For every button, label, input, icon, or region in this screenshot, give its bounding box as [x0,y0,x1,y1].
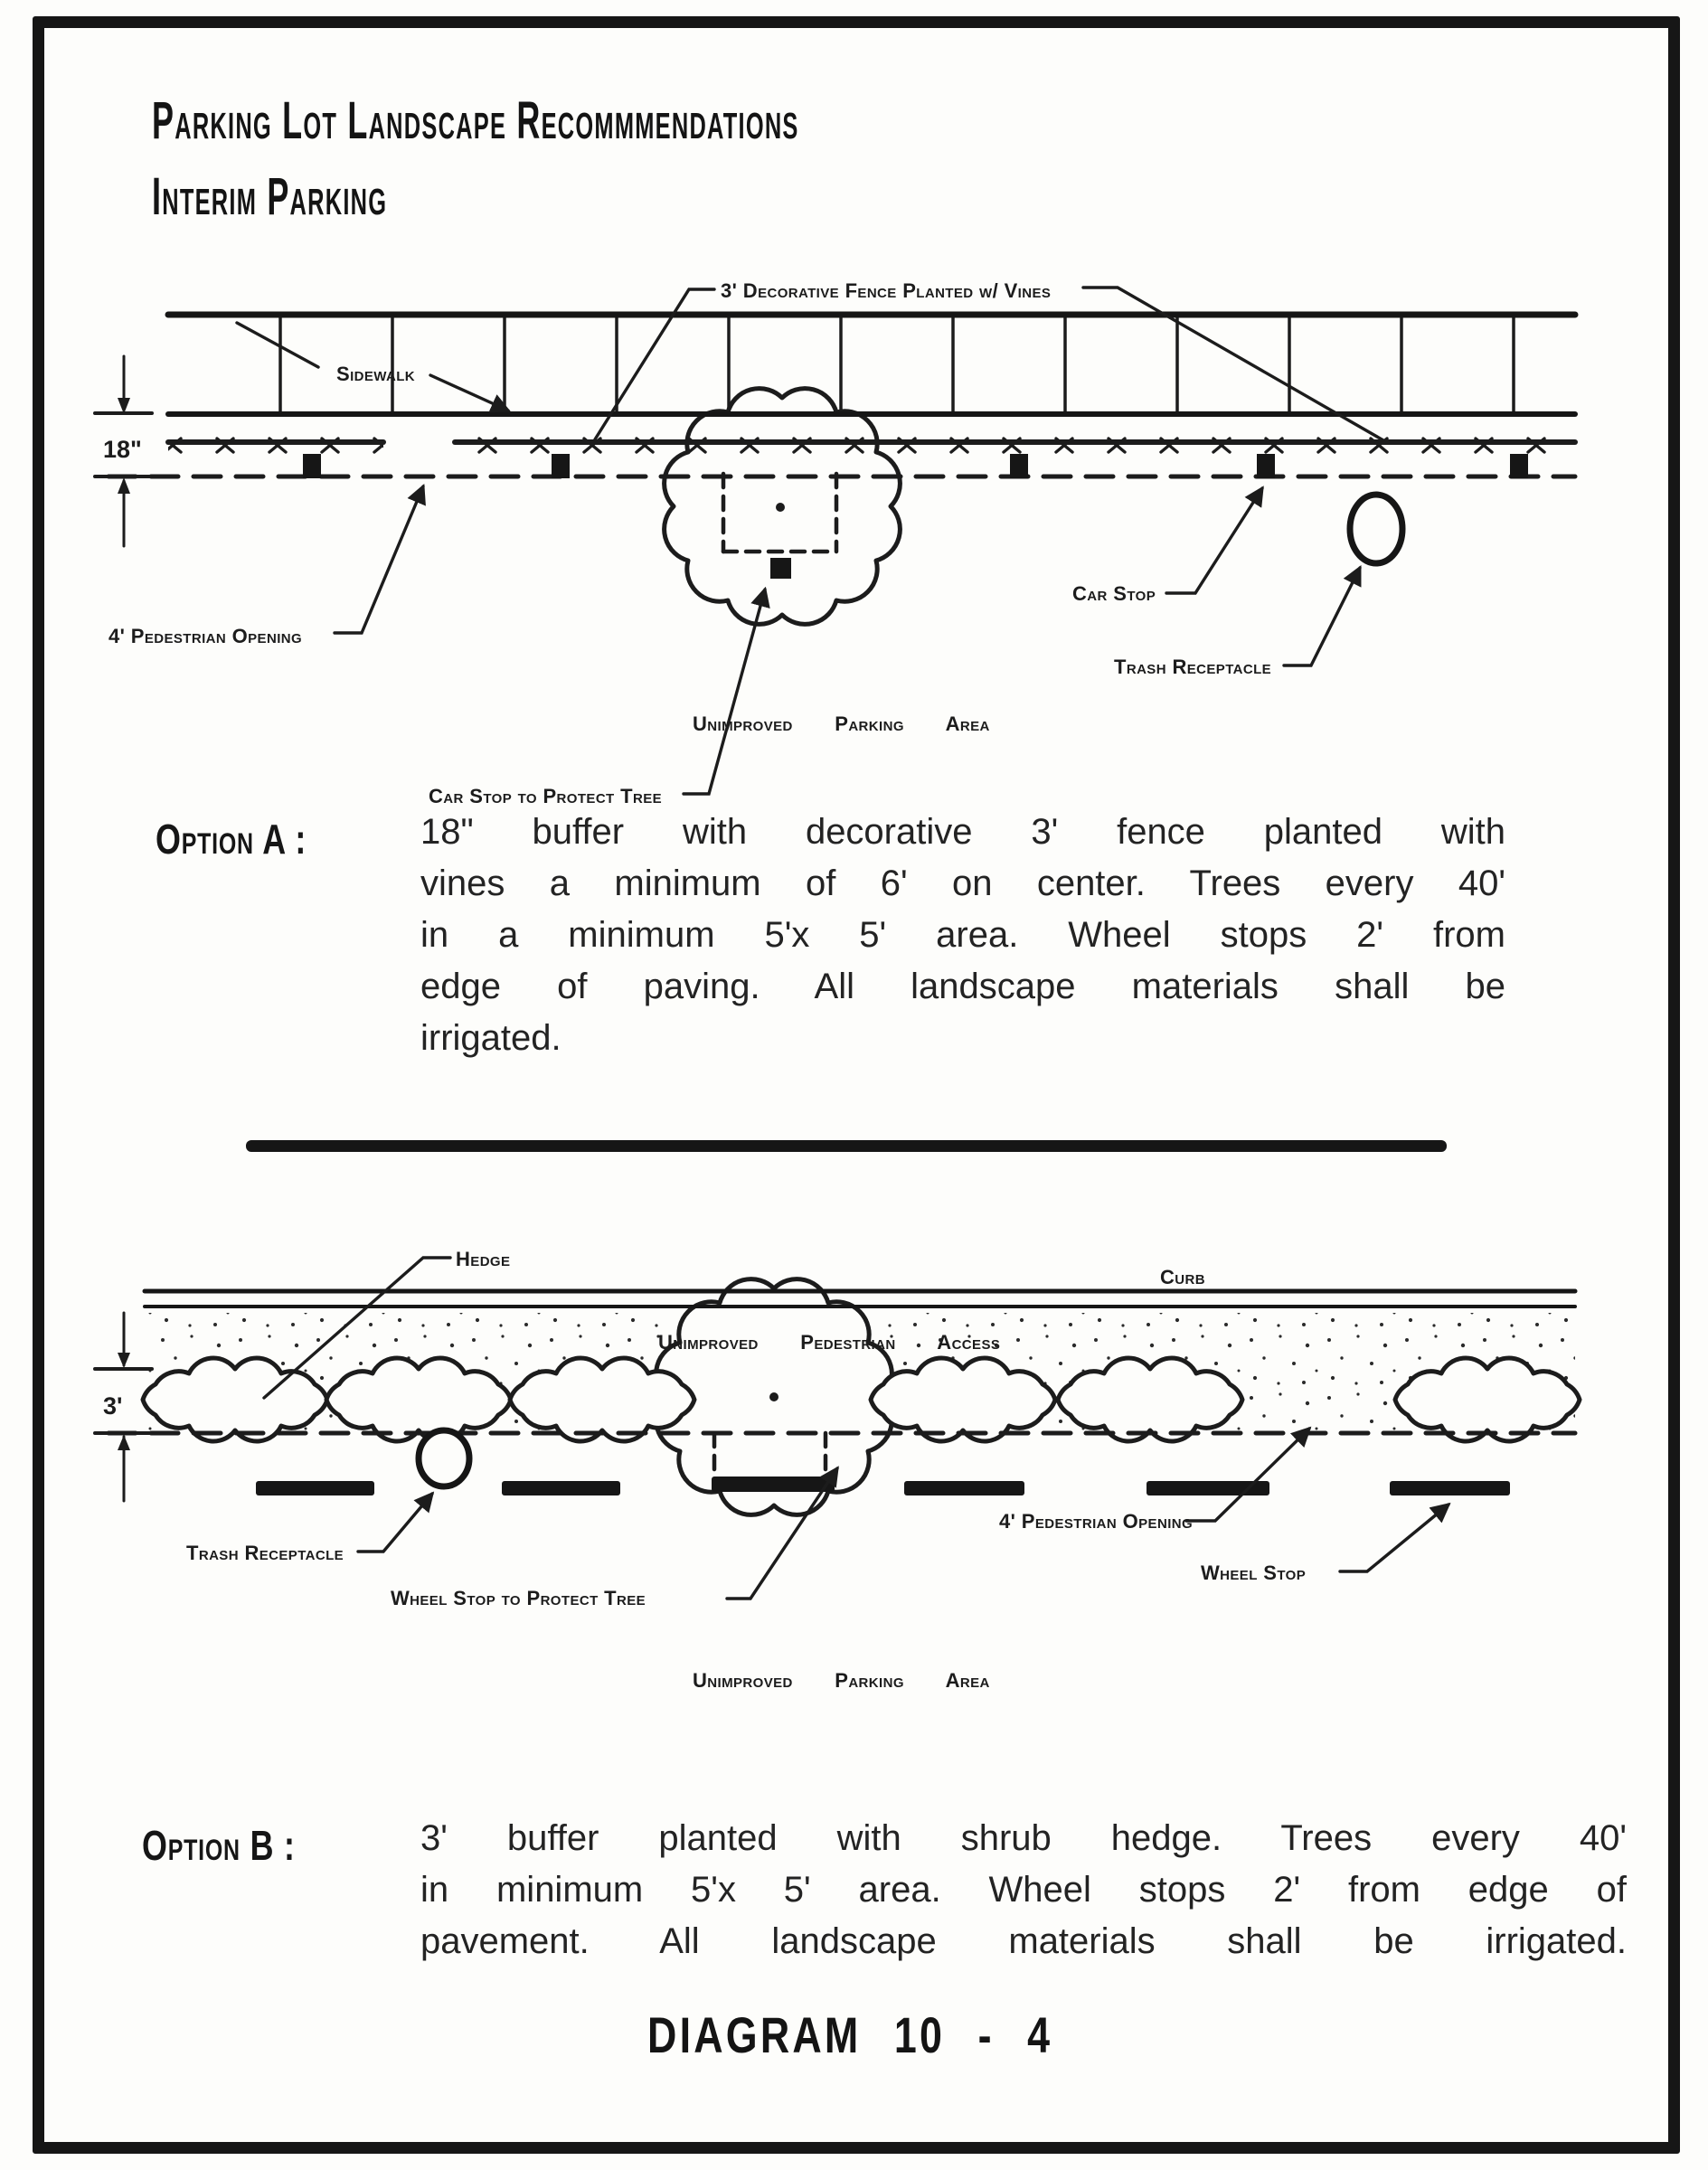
section-divider-bar [246,1140,1447,1152]
unimproved-parking-area-label-b: Unimproved Parking Area [693,1669,990,1692]
fence-label: 3' Decorative Fence Planted w/ Vines [721,279,1052,302]
dim-arrow-down-b [118,1353,130,1368]
option-a-line: vines a minimum of 6' on center. Trees every 40' [420,863,1505,903]
diagram-number-footer: DIAGRAM 10 - 4 [646,2006,1053,2063]
trash-receptacle-symbol-b [419,1430,469,1486]
option-a-heading: Option A : [156,816,307,863]
unimproved-parking-area-label-a: Unimproved Parking Area [693,712,990,735]
page-title: Parking Lot Landscape Recommmendations [152,91,799,150]
option-a-paragraph [420,807,1505,1064]
sidewalk-panel-joints [280,317,1514,411]
unimproved-pedestrian-access-label: Unimproved Pedestrian Access [658,1331,1001,1354]
option-b-line: pavement. All landscape materials shall be irrigated. [420,1921,1627,1961]
sidewalk-label: Sidewalk [336,363,416,385]
trash-receptacle-symbol-a [1350,495,1402,563]
car-stop-label: Car Stop [1072,582,1156,605]
option-a-line: irrigated. [420,1018,561,1058]
wheel-stop-protect-tree-label: Wheel Stop to Protect Tree [391,1587,646,1609]
dim-arrow-up-b [118,1435,130,1450]
wheel-stop-label: Wheel Stop [1201,1561,1307,1584]
option-b-heading: Option B : [142,1822,296,1869]
decorative-fence-line [168,432,1575,454]
buffer-dimension-label-b: 3' [103,1392,123,1420]
car-stop-protect-tree-label: Car Stop to Protect Tree [429,785,663,807]
car-stop-protecting-tree [770,558,791,579]
option-a-line: edge of paving. All landscape materials shall be [420,967,1505,1006]
page-subtitle: Interim Parking [152,167,388,226]
option-a-line: in a minimum 5'x 5' area. Wheel stops 2' from [420,915,1505,955]
option-b-line: 3' buffer planted with shrub hedge. Trees every 40' [420,1818,1627,1858]
hedge-label: Hedge [456,1248,511,1270]
wheel-stop-protecting-tree [712,1477,835,1492]
pedestrian-opening-label-a: 4' Pedestrian Opening [109,625,303,647]
tree-trunk-dot-a [776,503,785,512]
dim-arrow-up-a [118,477,130,494]
curb-label: Curb [1160,1266,1205,1288]
trash-receptacle-label-b: Trash Receptacle [186,1542,344,1564]
option-b-paragraph [420,1813,1627,1967]
tree-trunk-dot-b [769,1392,779,1401]
diagram-b [95,1248,1580,1692]
buffer-dimension-label-a: 18" [103,436,142,463]
diagram-a [95,279,1575,807]
pedestrian-opening-label-b: 4' Pedestrian Opening [999,1510,1194,1533]
option-a-line: 18" buffer with decorative 3' fence planted with [420,812,1505,852]
option-b-line: in minimum 5'x 5' area. Wheel stops 2' from edge of [420,1870,1627,1910]
trash-receptacle-label-a: Trash Receptacle [1114,656,1272,678]
